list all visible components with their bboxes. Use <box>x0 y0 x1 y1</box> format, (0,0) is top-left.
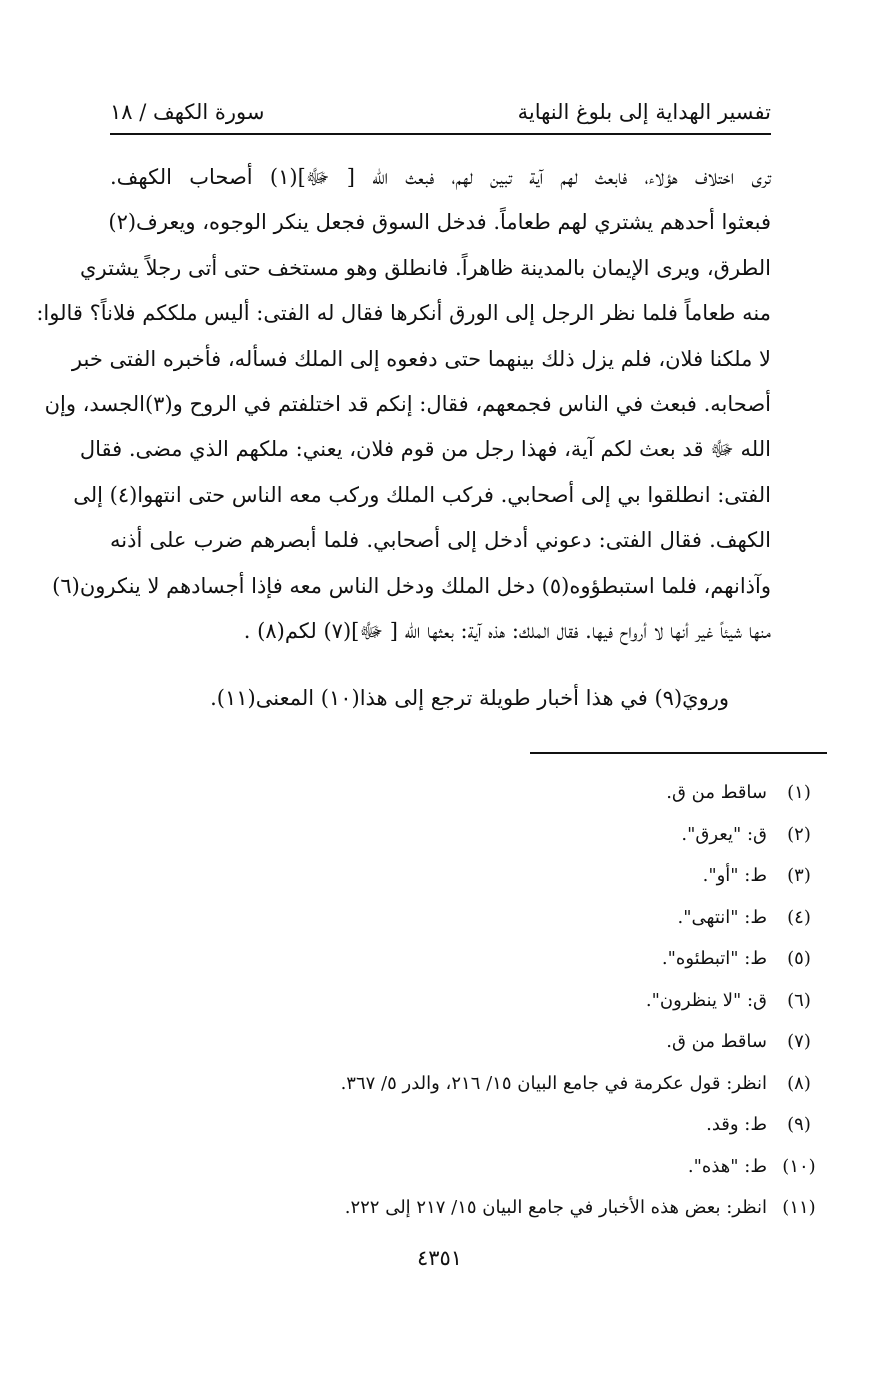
footnote-item <box>71 1146 831 1188</box>
footnote-text: ط: "أو". <box>702 865 767 887</box>
footnote-item <box>71 1063 831 1105</box>
footnote-number: (٢) <box>787 823 811 845</box>
footnote-separator <box>530 752 827 754</box>
footnote-number: (١) <box>787 782 811 804</box>
footnote-text: ط: "اتبطئوه". <box>661 948 767 970</box>
text-line: أصحابه. فبعث في الناس فجمعهم، فقال: إنكم قد اختلفتم في الروح و(٣)الجسد، وإن <box>44 392 771 417</box>
footnote-text: ق: "لا ينظرون". <box>645 989 767 1011</box>
footnotes-list <box>71 772 831 1229</box>
text-line: الله ﷻ قد بعث لكم آية، فهذا رجل من قوم فلان، يعني: ملكهم الذي مضى. فقال <box>79 437 771 462</box>
footnote-number: (١٠) <box>782 1155 816 1177</box>
footnote-item <box>71 1187 831 1229</box>
footnote-item <box>71 1104 831 1146</box>
footnote-text: ط: "هذه". <box>687 1155 767 1177</box>
text-line: ترى اختلاف هؤلاء، فابعث لهم آية تبين لهم، فبعث الله [ ﷻ](١) أصحاب الكهف. <box>110 165 771 189</box>
book-title: تفسير الهداية إلى بلوغ النهاية <box>517 100 771 124</box>
footnote-item <box>71 938 831 980</box>
footnote-number: (٦) <box>787 989 811 1011</box>
second-paragraph: ورويَ(٩) في هذا أخبار طويلة ترجع إلى هذا(١٠) المعنى(١١). <box>210 686 729 710</box>
footnote-item <box>71 814 831 856</box>
footnote-text: ساقط من ق. <box>666 782 767 804</box>
footnote-text: انظر: بعض هذه الأخبار في جامع البيان ١٥/ ٢١٧ إلى ٢٢٢. <box>344 1197 767 1219</box>
main-text <box>36 155 771 654</box>
footnote-item <box>71 1021 831 1063</box>
footnote-text: ط: وقد. <box>706 1114 767 1136</box>
text-line: الطرق، ويرى الإيمان بالمدينة ظاهراً. فانطلق وهو مستخف حتى أتى رجلاً يشتري <box>80 255 771 280</box>
chapter-label: سورة الكهف / ١٨ <box>110 100 265 124</box>
text-line: وآذانهم، فلما استبطؤوه(٥) دخل الملك ودخل الناس معه فإذا أجسادهم لا ينكرون(٦) <box>52 573 771 598</box>
footnote-number: (٤) <box>787 906 811 928</box>
footnote-item <box>71 772 831 814</box>
text-line: منه طعاماً فلما نظر الرجل إلى الورق أنكرها فقال له الفتى: أليس ملككم فلاناً؟ قالوا: <box>36 301 771 326</box>
footnote-number: (٩) <box>787 1114 811 1136</box>
text-line: الفتى: انطلقوا بي إلى أصحابي. فركب الملك وركب معه الناس حتى انتهوا(٤) إلى <box>73 482 771 507</box>
text-line: لا ملكنا فلان، فلم يزل ذلك بينهما حتى دفعوه إلى الملك فسأله، فأخبره الفتى خبر <box>71 346 771 371</box>
footnote-number: (٥) <box>787 948 811 970</box>
text-line: الكهف. فقال الفتى: دعوني أدخل إلى أصحابي. فلما أبصرهم ضرب على أذنه <box>110 528 771 553</box>
footnote-number: (٧) <box>787 1031 811 1053</box>
footnote-item <box>71 980 831 1022</box>
footnote-item <box>71 855 831 897</box>
footnote-number: (٨) <box>787 1072 811 1094</box>
text-line: منها شيئاً غير أنها لا أرواح فيها. فقال الملك: هذه آية: بعثها الله [ ﷻ](٧) لكم(٨) . <box>243 619 771 644</box>
page-number: ٤٣٥١ <box>416 1246 463 1270</box>
footnote-number: (٣) <box>787 865 811 887</box>
text-line: فبعثوا أحدهم يشتري لهم طعاماً. فدخل السوق فجعل ينكر الوجوه، ويعرف(٢) <box>108 210 771 235</box>
footnote-number: (١١) <box>782 1197 816 1219</box>
footnote-text: ساقط من ق. <box>666 1031 767 1053</box>
footnote-text: ط: "انتهى". <box>677 906 767 928</box>
footnote-text: انظر: قول عكرمة في جامع البيان ١٥/ ٢١٦، والدر ٥/ ٣٦٧. <box>340 1072 767 1094</box>
footnote-text: ق: "يعرق". <box>681 823 767 845</box>
running-header <box>110 90 771 124</box>
header-rule <box>110 133 771 135</box>
footnote-item <box>71 897 831 939</box>
